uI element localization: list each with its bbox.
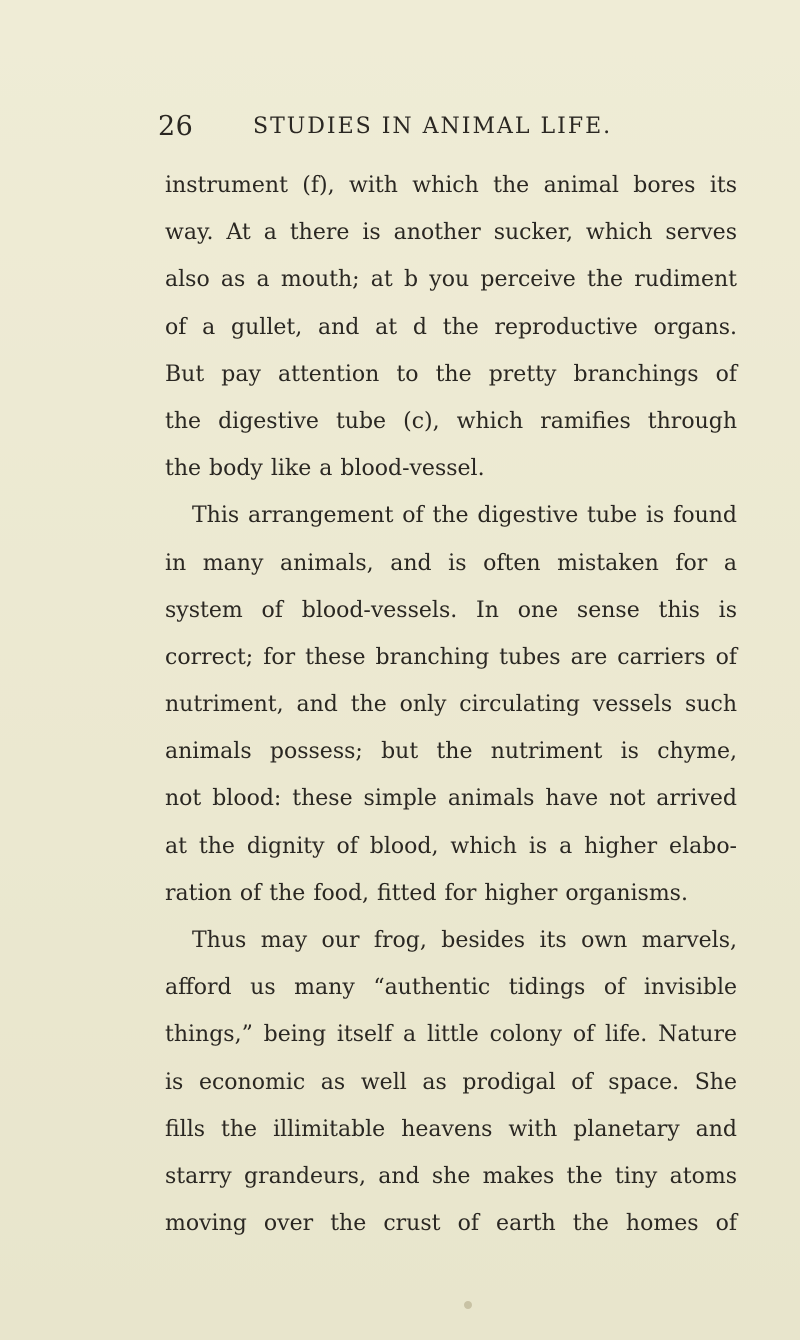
text-line: is economic as well as prodigal of space. She <box>165 1069 737 1095</box>
text-line: ration of the food, fitted for higher organisms. <box>165 880 688 906</box>
text-line: afford us many “authentic tidings of invisible <box>165 975 737 1001</box>
text-line: starry grandeurs, and she makes the tiny atoms <box>165 1163 737 1189</box>
text-line: way. At a there is another sucker, which serves <box>165 220 737 246</box>
text-line: system of blood-vessels. In one sense this is <box>165 597 737 623</box>
text-line: the digestive tube (c), which ramifies through <box>165 408 737 434</box>
text-line: also as a mouth; at b you perceive the rudiment <box>165 267 737 293</box>
text-line: animals possess; but the nutriment is chyme, <box>165 739 737 765</box>
page-header <box>158 111 718 151</box>
text-line: moving over the crust of earth the homes of <box>165 1211 737 1237</box>
text-line: of a gullet, and at d the reproductive organs. <box>165 314 737 340</box>
text-line: This arrangement of the digestive tube is found <box>192 503 737 529</box>
text-line: But pay attention to the pretty branchings of <box>165 361 737 387</box>
text-line: the body like a blood-vessel. <box>165 456 485 482</box>
text-line: fills the illimitable heavens with planetary and <box>165 1116 737 1142</box>
text-line: instrument (f), with which the animal bores its <box>165 173 737 198</box>
text-line: nutriment, and the only circulating vessels such <box>165 692 737 718</box>
page-number: 26 <box>158 111 194 142</box>
running-title: STUDIES IN ANIMAL LIFE. <box>253 114 613 139</box>
text-line: in many animals, and is often mistaken for a <box>165 550 737 576</box>
text-line: correct; for these branching tubes are carriers of <box>165 644 737 670</box>
text-line: things,” being itself a little colony of life. Nature <box>165 1022 737 1048</box>
text-line: Thus may our frog, besides its own marvels, <box>192 928 737 953</box>
text-line: not blood: these simple animals have not arrived <box>165 786 737 812</box>
text-line: at the dignity of blood, which is a higher elabo- <box>165 833 737 859</box>
ink-speck <box>464 1301 472 1309</box>
body-text <box>165 162 737 1247</box>
